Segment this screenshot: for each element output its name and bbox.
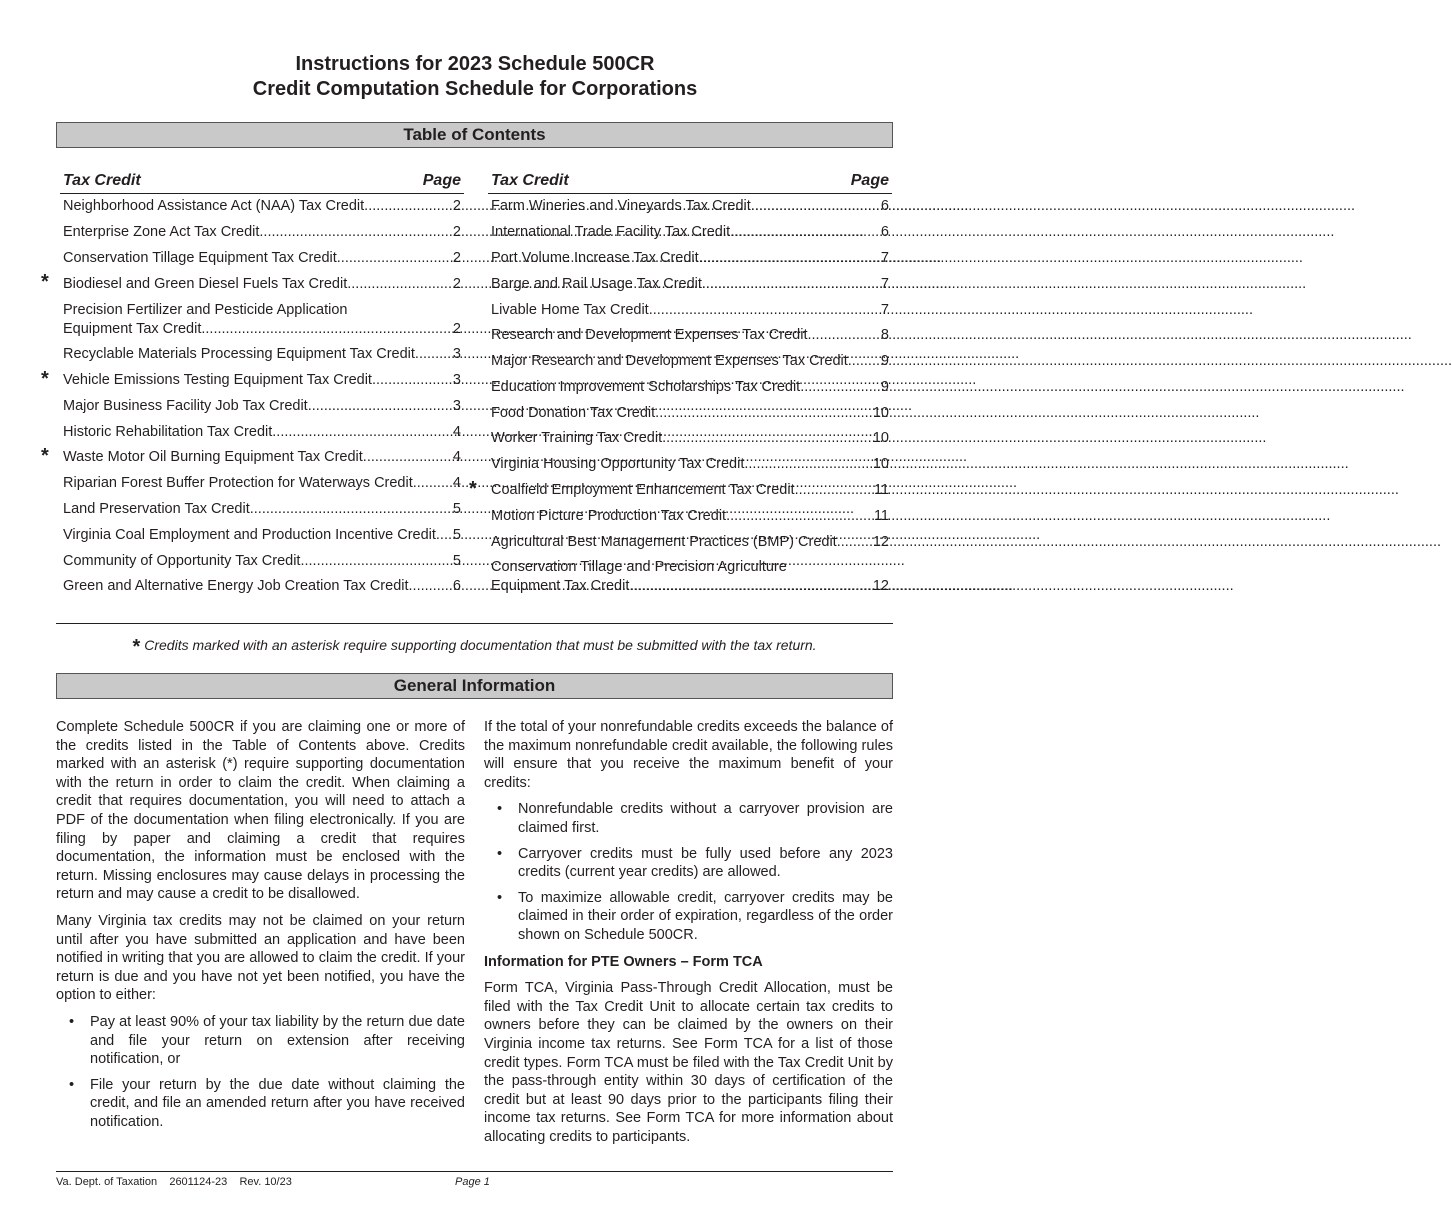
toc-entry xyxy=(60,194,464,220)
toc-entry-name: Equipment Tax Credit xyxy=(491,578,630,595)
dot-leader xyxy=(730,223,880,242)
toc-entry-name: Worker Training Tax Credit xyxy=(491,430,663,447)
dot-leader xyxy=(629,577,872,596)
toc-entry-page: 3 xyxy=(452,397,461,414)
toc-entry xyxy=(60,419,464,445)
dot-leader xyxy=(808,326,880,345)
toc-entry-page: 2 xyxy=(452,198,461,215)
toc-entry-page: 11 xyxy=(873,507,889,524)
toc-entry xyxy=(60,471,464,497)
toc-heading: Table of Contents xyxy=(56,122,893,148)
dot-leader xyxy=(272,423,452,442)
dot-leader xyxy=(702,275,880,294)
list-item: • Pay at least 90% of your tax liability by the return due date and file your return on extension after receiving notification, or xyxy=(56,1013,465,1069)
toc-entry-page: 12 xyxy=(872,578,889,595)
asterisk-note-text: Credits marked with an asterisk require supporting documentation that must be submitted with the tax return. xyxy=(144,637,817,653)
toc-entry-page: 5 xyxy=(452,500,461,517)
toc-entry xyxy=(488,220,892,246)
toc-entry xyxy=(41,445,464,471)
asterisk-symbol: * xyxy=(132,636,141,658)
toc-entry-name-line1: Conservation Tillage and Precision Agriculture xyxy=(491,559,787,576)
tax-credit-header: Tax Credit xyxy=(491,172,569,189)
toc-entry-name: Conservation Tillage Equipment Tax Credit xyxy=(63,249,337,266)
toc-entry xyxy=(488,323,892,349)
toc-entry xyxy=(60,393,464,419)
footer-divider xyxy=(56,1171,893,1172)
dot-leader xyxy=(726,507,873,526)
toc-entry xyxy=(488,271,892,297)
toc-entry xyxy=(60,497,464,523)
dot-leader xyxy=(347,275,452,294)
dot-leader xyxy=(300,552,451,571)
toc-entry-name: International Trade Facility Tax Credit xyxy=(491,224,731,241)
toc-entry-page: 2 xyxy=(452,249,461,266)
toc-entry xyxy=(488,503,892,529)
dot-leader xyxy=(372,371,452,390)
toc-entry-name: Green and Alternative Energy Job Creation Tax Credit xyxy=(63,578,409,595)
toc-entry xyxy=(469,477,892,504)
toc-column-left xyxy=(41,170,464,600)
toc-entry-page: 4 xyxy=(452,475,461,492)
toc-list-right xyxy=(469,194,892,600)
dot-leader xyxy=(837,533,872,552)
dot-leader xyxy=(848,352,880,371)
toc-entry-page: 11 xyxy=(873,481,889,498)
toc-entry-name: Virginia Coal Employment and Production Incentive Credit xyxy=(63,526,436,543)
dot-leader xyxy=(250,500,452,519)
toc-entry-page: 4 xyxy=(452,449,461,466)
general-info-left-column xyxy=(56,718,465,1139)
toc-entry xyxy=(488,452,892,478)
toc-entry-page: 7 xyxy=(880,249,889,266)
page-subtitle: Credit Computation Schedule for Corporations xyxy=(252,78,698,100)
toc-entry xyxy=(60,342,464,368)
toc-entry-name: Historic Rehabilitation Tax Credit xyxy=(63,423,273,440)
toc-entry xyxy=(488,400,892,426)
general-info-heading: General Information xyxy=(56,673,893,699)
list-item: • To maximize allowable credit, carryover credits may be claimed in their order of expiration, regardless of the order shown on Schedule 500CR. xyxy=(484,889,893,945)
toc-entry-name: Equipment Tax Credit xyxy=(63,320,202,337)
toc-entry xyxy=(488,555,892,600)
toc-entry xyxy=(60,297,464,342)
toc-column-right xyxy=(469,170,892,600)
toc-entry xyxy=(60,574,464,600)
dot-leader xyxy=(337,249,452,268)
toc-entry xyxy=(41,367,464,394)
dot-leader xyxy=(795,481,873,500)
paragraph: Complete Schedule 500CR if you are claiming one or more of the credits listed in the Table of Contents above. Credits marked with an asterisk (*) require supporting documentation with the return in order to claim the credit. When claiming a credit that requires documentation, you will need to attach a PDF of the documentation when filing electronically. If you are filing by paper and claiming a credit that requires documentation, the information must be enclosed with the return. Missing enclosures may cause delays in processing the return and may cause a credit to be disallowed. xyxy=(56,719,465,903)
dot-leader xyxy=(409,577,452,596)
toc-entry-page: 7 xyxy=(880,301,889,318)
toc-entry-name: Biodiesel and Green Diesel Fuels Tax Credit xyxy=(63,275,348,292)
toc-entry-page: 2 xyxy=(452,320,461,337)
toc-entry-page: 4 xyxy=(452,423,461,440)
toc-entry-page: 2 xyxy=(452,275,461,292)
dot-leader xyxy=(699,249,880,268)
toc-entry-name: Barge and Rail Usage Tax Credit xyxy=(491,275,702,292)
toc-entry xyxy=(488,349,892,375)
asterisk-marker: * xyxy=(41,367,49,390)
toc-entry-name: Port Volume Increase Tax Credit xyxy=(491,249,699,266)
asterisk-marker: * xyxy=(41,445,49,468)
paragraph: If the total of your nonrefundable credits exceeds the balance of the maximum nonrefundable credit available, the following rules will ensure that you receive the maximum benefit of your credits: xyxy=(484,719,893,791)
footer-form-info: Va. Dept. of Taxation 2601124-23 Rev. 10/23 xyxy=(56,1176,292,1188)
toc-entry-page: 7 xyxy=(880,275,889,292)
toc-entry xyxy=(488,297,892,323)
toc-entry xyxy=(488,374,892,400)
tax-credit-header: Tax Credit xyxy=(63,172,141,189)
toc-entry-name: Vehicle Emissions Testing Equipment Tax Credit xyxy=(63,372,372,389)
toc-entry-name: Research and Development Expenses Tax Credit xyxy=(491,327,808,344)
paragraph: Form TCA, Virginia Pass-Through Credit Allocation, must be filed with the Tax Credit Unit to allocate certain tax credits to owners before they can be claimed by the owners on their Virginia income tax returns. See Form TCA for a list of those credit types. Form TCA must be filed with the Tax Credit Unit by the pass-through entity within 30 days of certification of the credit but at least 90 days prior to the participants filing their income tax returns. See Form TCA for more information about allocating credits to participants. xyxy=(484,980,893,1145)
toc-entry-page: 10 xyxy=(872,430,889,447)
toc-column-header xyxy=(488,170,892,194)
toc-entry-page: 12 xyxy=(872,533,889,550)
pte-owners-subheading: Information for PTE Owners – Form TCA xyxy=(484,953,763,970)
toc-entry-page: 9 xyxy=(880,353,889,370)
dot-leader xyxy=(415,345,452,364)
toc-entry-name: Neighborhood Assistance Act (NAA) Tax Credit xyxy=(63,198,365,215)
asterisk-note xyxy=(56,636,893,659)
toc-entry xyxy=(488,529,892,555)
divider xyxy=(56,623,893,624)
toc-entry-name: Major Research and Development Expenses Tax Credit xyxy=(491,353,848,370)
toc-entry-page: 10 xyxy=(872,404,889,421)
toc-entry-name-line1: Precision Fertilizer and Pesticide Application xyxy=(63,301,348,318)
toc-entry xyxy=(488,194,892,220)
bullet-list xyxy=(484,800,893,944)
toc-entry-name: Community of Opportunity Tax Credit xyxy=(63,552,301,569)
list-item: • Carryover credits must be fully used before any 2023 credits (current year credits) are allowed. xyxy=(484,845,893,882)
dot-leader xyxy=(364,197,452,216)
asterisk-marker: * xyxy=(469,477,477,500)
toc-entry-page: 10 xyxy=(872,456,889,473)
dot-leader xyxy=(436,526,452,545)
dot-leader xyxy=(744,455,872,474)
dot-leader xyxy=(308,397,452,416)
toc-entry-page: 6 xyxy=(452,578,461,595)
toc-entry-name: Waste Motor Oil Burning Equipment Tax Credit xyxy=(63,449,363,466)
toc-entry-name: Livable Home Tax Credit xyxy=(491,301,649,318)
toc-entry xyxy=(60,548,464,574)
list-item: • File your return by the due date without claiming the credit, and file an amended return after you have received notification. xyxy=(56,1076,465,1132)
toc-entry-page: 5 xyxy=(452,526,461,543)
toc-entry-name: Agricultural Best Management Practices (BMP) Credit xyxy=(491,533,837,550)
toc-entry xyxy=(41,271,464,297)
toc-entry xyxy=(60,220,464,246)
page-title: Instructions for 2023 Schedule 500CR xyxy=(295,53,655,75)
toc-entry-name: Riparian Forest Buffer Protection for Waterways Credit xyxy=(63,475,413,492)
toc-entry-page: 6 xyxy=(880,224,889,241)
toc-entry-name: Coalfield Employment Enhancement Tax Credit xyxy=(491,481,795,498)
toc-entry-name: Land Preservation Tax Credit xyxy=(63,500,250,517)
toc-entry-name: Food Donation Tax Credit xyxy=(491,404,656,421)
general-info-right-column xyxy=(484,718,893,1154)
dot-leader xyxy=(751,197,880,216)
paragraph: Many Virginia tax credits may not be claimed on your return until after you have submitted an application and have been notified in writing that you are allowed to claim the credit. If your return is due and you have not yet been notified, you have the option to either: xyxy=(56,912,465,1004)
page-header: Page xyxy=(422,172,461,189)
toc-entry-page: 3 xyxy=(452,346,461,363)
dot-leader xyxy=(662,429,872,448)
dot-leader xyxy=(649,301,880,320)
footer-page-number: Page 1 xyxy=(455,1176,490,1188)
toc-entry-name: Virginia Housing Opportunity Tax Credit xyxy=(491,456,745,473)
toc-entry-page: 6 xyxy=(880,198,889,215)
toc-entry xyxy=(60,522,464,548)
toc-entry-page: 9 xyxy=(880,378,889,395)
page-header: Page xyxy=(850,172,889,189)
toc-entry xyxy=(488,426,892,452)
dot-leader xyxy=(800,378,880,397)
toc-column-header xyxy=(60,170,464,194)
bullet-list xyxy=(56,1013,465,1132)
toc-entry xyxy=(488,246,892,272)
toc-entry-page: 3 xyxy=(452,372,461,389)
dot-leader xyxy=(363,448,452,467)
dot-leader xyxy=(259,223,452,242)
toc-entry-name: Major Business Facility Job Tax Credit xyxy=(63,397,308,414)
toc-list-left xyxy=(41,194,464,600)
dot-leader xyxy=(655,404,872,423)
list-item: • Nonrefundable credits without a carryover provision are claimed first. xyxy=(484,800,893,837)
toc-entry-name: Recyclable Materials Processing Equipment Tax Credit xyxy=(63,346,415,363)
dot-leader xyxy=(201,320,452,339)
toc-entry-page: 5 xyxy=(452,552,461,569)
toc-entry-name: Farm Wineries and Vineyards Tax Credit xyxy=(491,198,751,215)
toc-entry-name: Motion Picture Production Tax Credit xyxy=(491,507,727,524)
toc-entry-page: 2 xyxy=(452,224,461,241)
toc-entry-name: Enterprise Zone Act Tax Credit xyxy=(63,224,260,241)
asterisk-marker: * xyxy=(41,271,49,294)
toc-entry-page: 8 xyxy=(880,327,889,344)
dot-leader xyxy=(413,474,452,493)
toc-entry-name: Education Improvement Scholarships Tax Credit xyxy=(491,378,801,395)
toc-entry xyxy=(60,246,464,272)
